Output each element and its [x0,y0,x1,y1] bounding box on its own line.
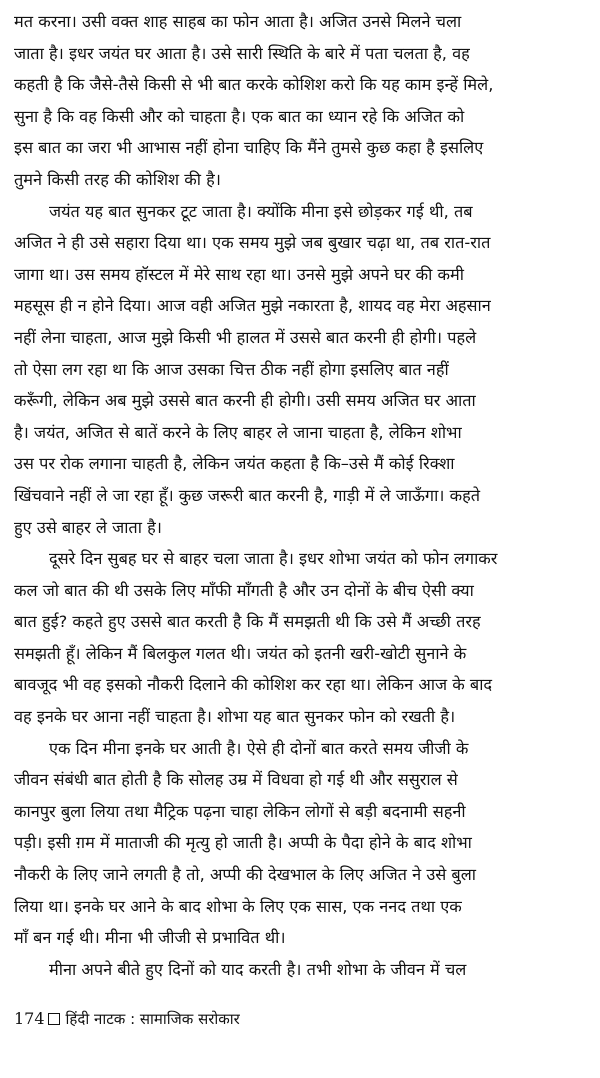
text-line: एक दिन मीना इनके घर आती है। ऐसे ही दोनों बात करते समय जीजी के [49,738,469,758]
page-footer [14,1008,240,1030]
text-line: मीना अपने बीते हुए दिनों को याद करती है। तभी शोभा के जीवन में चल [49,959,467,979]
text-line: हुए उसे बाहर ले जाता है। [14,517,162,537]
text-line: बात हुई? कहते हुए उससे बात करती है कि मैं समझती थी कि उसे मैं अच्छी तरह [14,612,481,632]
square-box-icon [48,1013,60,1025]
body-text [14,6,584,985]
text-line: सुना है कि वह किसी और को चाहता है। एक बात का ध्यान रहे कि अजित को [14,106,465,126]
text-line: अजित ने ही उसे सहारा दिया था। एक समय मुझे जब बुखार चढ़ा था, तब रात-रात [14,233,491,253]
book-title: हिंदी नाटक : सामाजिक सरोकार [65,1010,240,1028]
text-line: जीवन संबंधी बात होती है कि सोलह उम्र में विधवा हो गई थी और ससुराल से [14,770,458,790]
text-line: जयंत यह बात सुनकर टूट जाता है। क्योंकि मीना इसे छोड़कर गई थी, तब [49,201,473,221]
text-line: नहीं लेना चाहता, आज मुझे किसी भी हालत में उससे बात करनी ही होगी। पहले [14,327,477,347]
page-number: 174 [14,1009,45,1028]
text-line: कानपुर बुला लिया तथा मैट्रिक पढ़ना चाहा लेकिन लोगों से बड़ी बदनामी सहनी [14,801,466,821]
text-line: है। जयंत, अजित से बातें करने के लिए बाहर ले जाना चाहता है, लेकिन शोभा [14,422,462,442]
text-line: खिंचवाने नहीं ले जा रहा हूँ। कुछ जरूरी बात करनी है, गाड़ी में ले जाऊँगा। कहते [14,485,481,505]
text-line: समझती हूँ। लेकिन मैं बिलकुल गलत थी। जयंत को इतनी खरी-खोटी सुनाने के [14,643,467,663]
text-line: बावजूद भी वह इसको नौकरी दिलाने की कोशिश कर रहा था। लेकिन आज के बाद [14,675,493,695]
text-line: तो ऐसा लग रहा था कि आज उसका चित्त ठीक नहीं होगा इसलिए बात नहीं [14,359,449,379]
text-line: नौकरी के लिए जाने लगती है तो, अप्पी की देखभाल के लिए अजित ने उसे बुला [14,865,476,885]
text-line: कल जो बात की थी उसके लिए माँफी माँगती है और उन दोनों के बीच ऐसी क्या [14,580,474,600]
text-line: मत करना। उसी वक्त शाह साहब का फोन आता है। अजित उनसे मिलने चला [14,12,462,31]
text-line: उस पर रोक लगाना चाहती है, लेकिन जयंत कहता है कि–उसे मैं कोई रिक्शा [14,454,455,474]
text-line: जागा था। उस समय हॉस्टल में मेरे साथ रहा था। उनसे मुझे अपने घर की कमी [14,264,464,284]
text-line: लिया था। इनके घर आने के बाद शोभा के लिए एक सास, एक ननद तथा एक [14,896,462,916]
text-line: करूँगी, लेकिन अब मुझे उससे बात करनी ही होगी। उसी समय अजित घर आता [14,391,476,411]
text-line: तुमने किसी तरह की कोशिश की है। [14,169,221,189]
text-line: इस बात का जरा भी आभास नहीं होना चाहिए कि मैंने तुमसे कुछ कहा है इसलिए [14,138,484,158]
text-line: वह इनके घर आना नहीं चाहता है। शोभा यह बात सुनकर फोन को रखती है। [14,707,456,727]
text-line: पड़ी। इसी ग़म में माताजी की मृत्यु हो जाती है। अप्पी के पैदा होने के बाद शोभा [14,833,472,853]
text-line: माँ बन गई थी। मीना भी जीजी से प्रभावित थी। [14,928,286,948]
text-line: महसूस ही न होने दिया। आज वही अजित मुझे नकारता है, शायद वह मेरा अहसान [14,296,491,316]
text-line: दूसरे दिन सुबह घर से बाहर चला जाता है। इधर शोभा जयंत को फोन लगाकर [49,549,498,569]
text-line: कहती है कि जैसे-तैसे किसी से भी बात करके कोशिश करो कि यह काम इन्हें मिले, [14,75,494,95]
text-line: जाता है। इधर जयंत घर आता है। उसे सारी स्थिति के बारे में पता चलता है, वह [14,43,470,63]
